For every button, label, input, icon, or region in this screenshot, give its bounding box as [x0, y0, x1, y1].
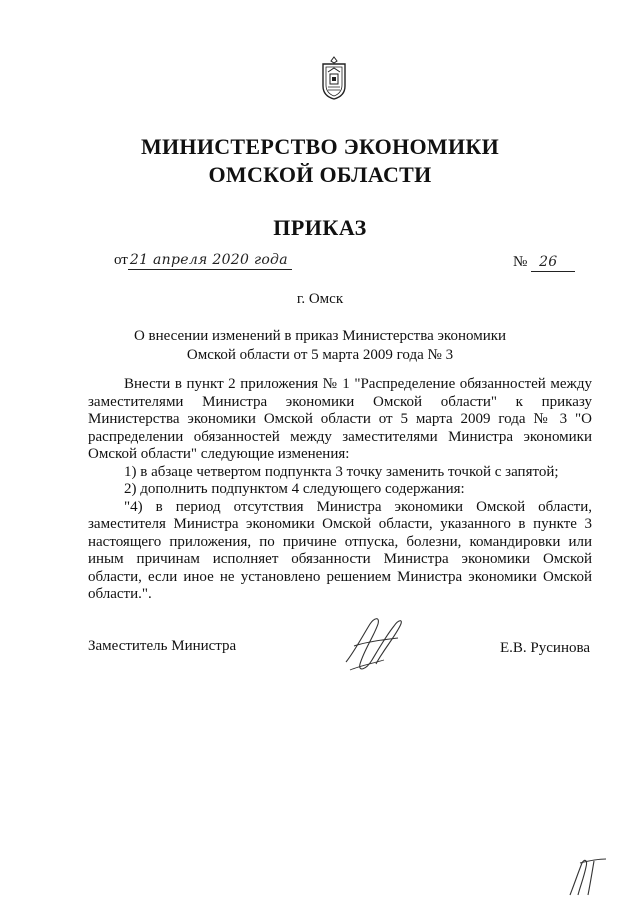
- order-number: [513, 254, 575, 271]
- document-type-title: ПРИКАЗ: [273, 215, 367, 240]
- signatory-position: Заместитель Министра: [88, 638, 237, 654]
- number-prefix: №: [513, 254, 528, 270]
- body-paragraph-1: Внести в пункт 2 приложения № 1 "Распределение обязанностей между заместителями Министра экономики Омской области" к приказу Министерства экономики Омской области от 5 марта 2009 года № 3 "О распределении обязанностей между заместителями Министра экономики Омской области" следующие изменения:: [88, 376, 592, 462]
- body-paragraph-3: 2) дополнить подпунктом 4 следующего содержания:: [124, 481, 465, 497]
- handwritten-signature: [340, 612, 410, 678]
- order-date: [114, 252, 292, 269]
- handwritten-initial-mark: [566, 855, 610, 899]
- city: г. Омск: [296, 291, 344, 307]
- number-handwritten: 26: [531, 254, 575, 272]
- body-paragraph-4: "4) в период отсутствия Министра экономики Омской области, заместителя Министра экономики Омской области, указанного в пункте 3 настоящего приложения, по причине отпуска, болезни, командировки или иным причинам исполняет обязанности Министра экономики Омской области, если иное не установлено решением Министра экономики Омской области.".: [88, 498, 592, 602]
- org-name-line1: МИНИСТЕРСТВО ЭКОНОМИКИ: [140, 134, 500, 159]
- org-name-line2: ОМСКОЙ ОБЛАСТИ: [208, 162, 432, 187]
- body-paragraph-2: 1) в абзаце четвертом подпункта 3 точку заменить точкой с запятой;: [124, 463, 559, 480]
- signatory-name: Е.В. Русинова: [500, 640, 591, 656]
- subject-line1: О внесении изменений в приказ Министерства экономики: [133, 328, 507, 344]
- date-prefix: от: [114, 252, 128, 268]
- coat-of-arms-emblem: [319, 56, 349, 100]
- order-body: [88, 376, 592, 604]
- date-handwritten: 21 апреля 2020 года: [128, 252, 292, 270]
- order-subject: [0, 327, 640, 365]
- subject-line2: Омской области от 5 марта 2009 года № 3: [186, 347, 454, 363]
